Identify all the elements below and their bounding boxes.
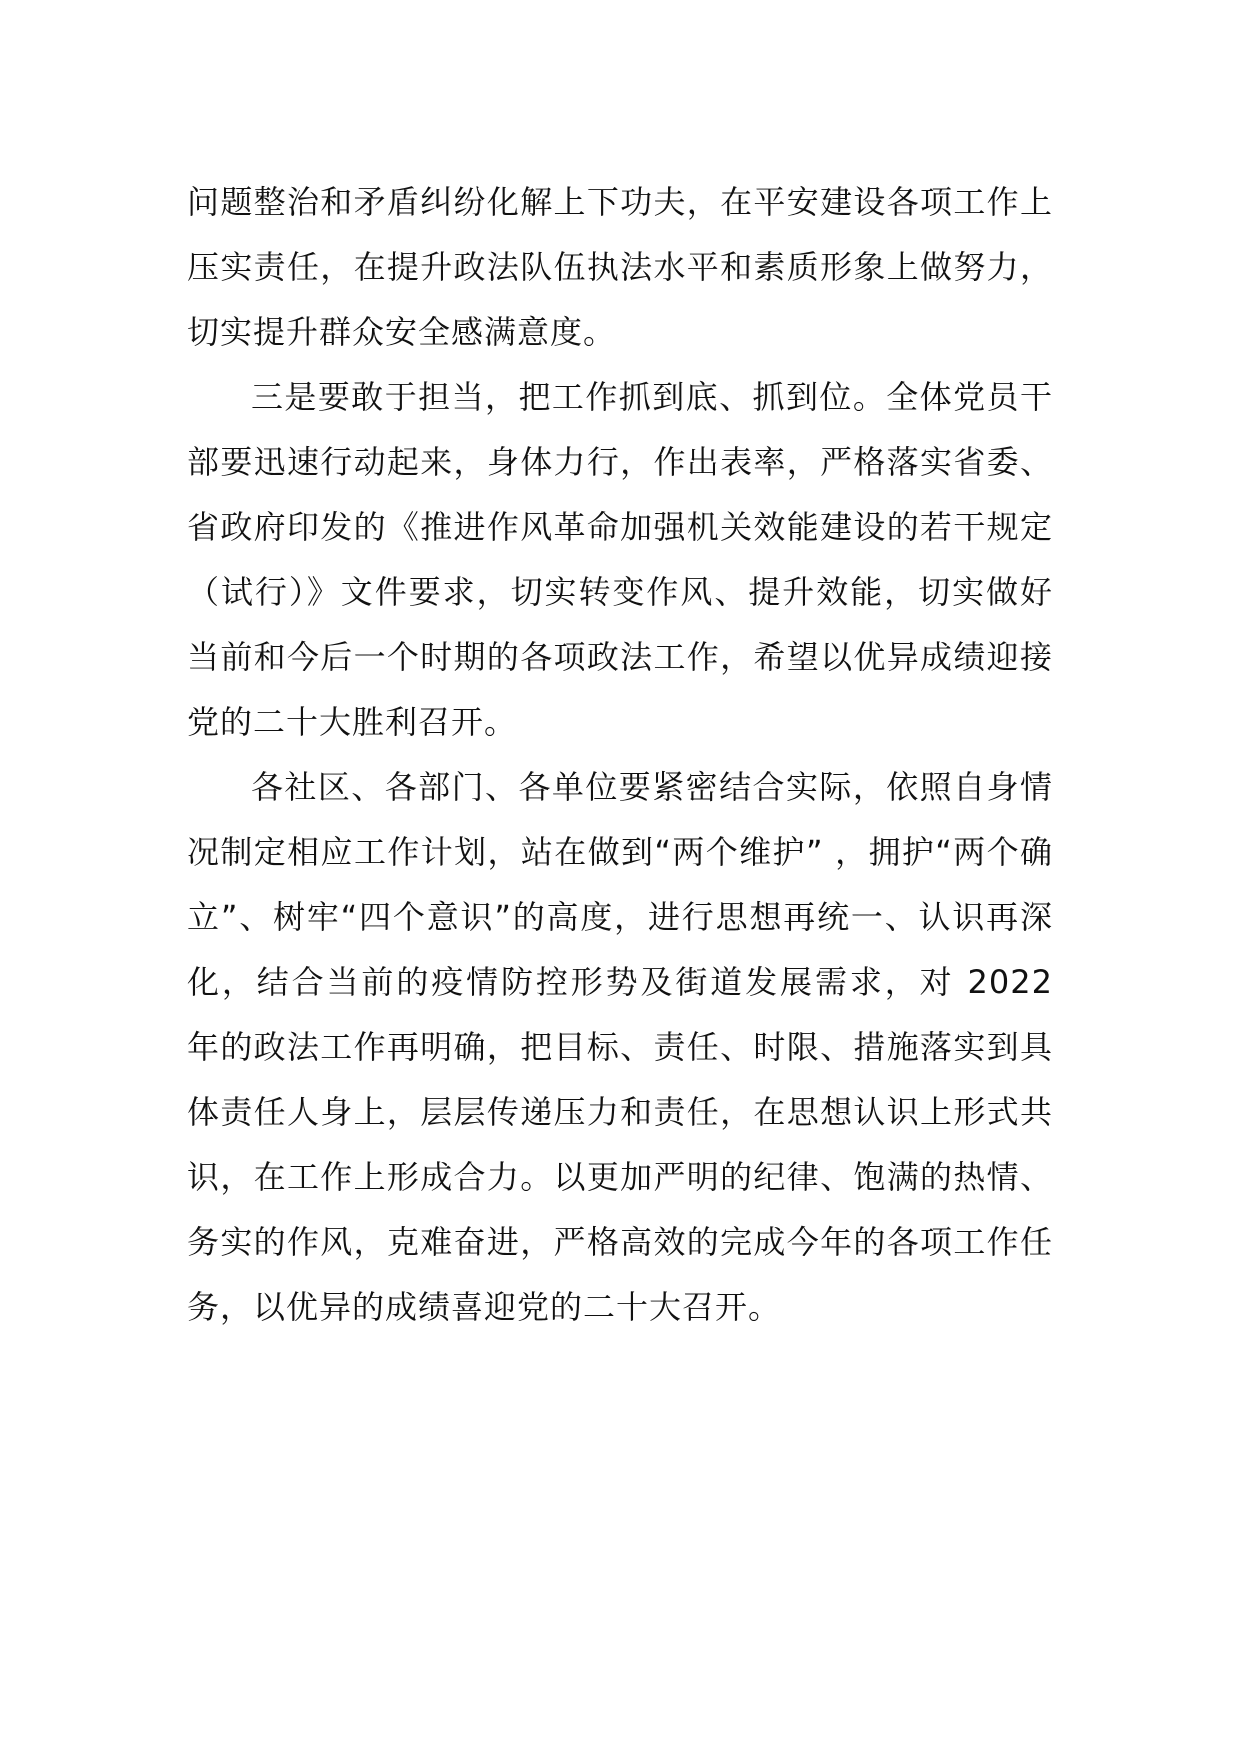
paragraph-continuation: 问题整治和矛盾纠纷化解上下功夫，在平安建设各项工作上压实责任，在提升政法队伍执法水平和素质形象上做努力，切实提升群众安全感满意度。	[187, 183, 1053, 351]
paragraph-three-take-responsibility: 三是要敢于担当，把工作抓到底、抓到位。全体党员干部要迅速行动起来，身体力行，作出表率，严格落实省委、省政府印发的《推进作风革命加强机关效能建设的若干规定（试行）》文件要求，切实转变作风、提升效能，切实做好当前和今后一个时期的各项政法工作，希望以优异成绩迎接党的二十大胜利召开。	[187, 378, 1053, 741]
paragraph-community-departments: 各社区、各部门、各单位要紧密结合实际，依照自身情况制定相应工作计划，站在做到“两个维护” ，拥护“两个确立”、树牢“四个意识”的高度，进行思想再统一、认识再深化，结合当前的疫情防控形势及街道发展需求，对 2022 年的政法工作再明确，把目标、责任、时限、措施落实到具体责任人身上，层层传递压力和责任，在思想认识上形式共识，在工作上形成合力。以更加严明的纪律、饱满的热情、务实的作风，克难奋进，严格高效的完成今年的各项工作任务，以优异的成绩喜迎党的二十大召开。	[187, 768, 1053, 1326]
document-body	[187, 170, 1053, 1340]
